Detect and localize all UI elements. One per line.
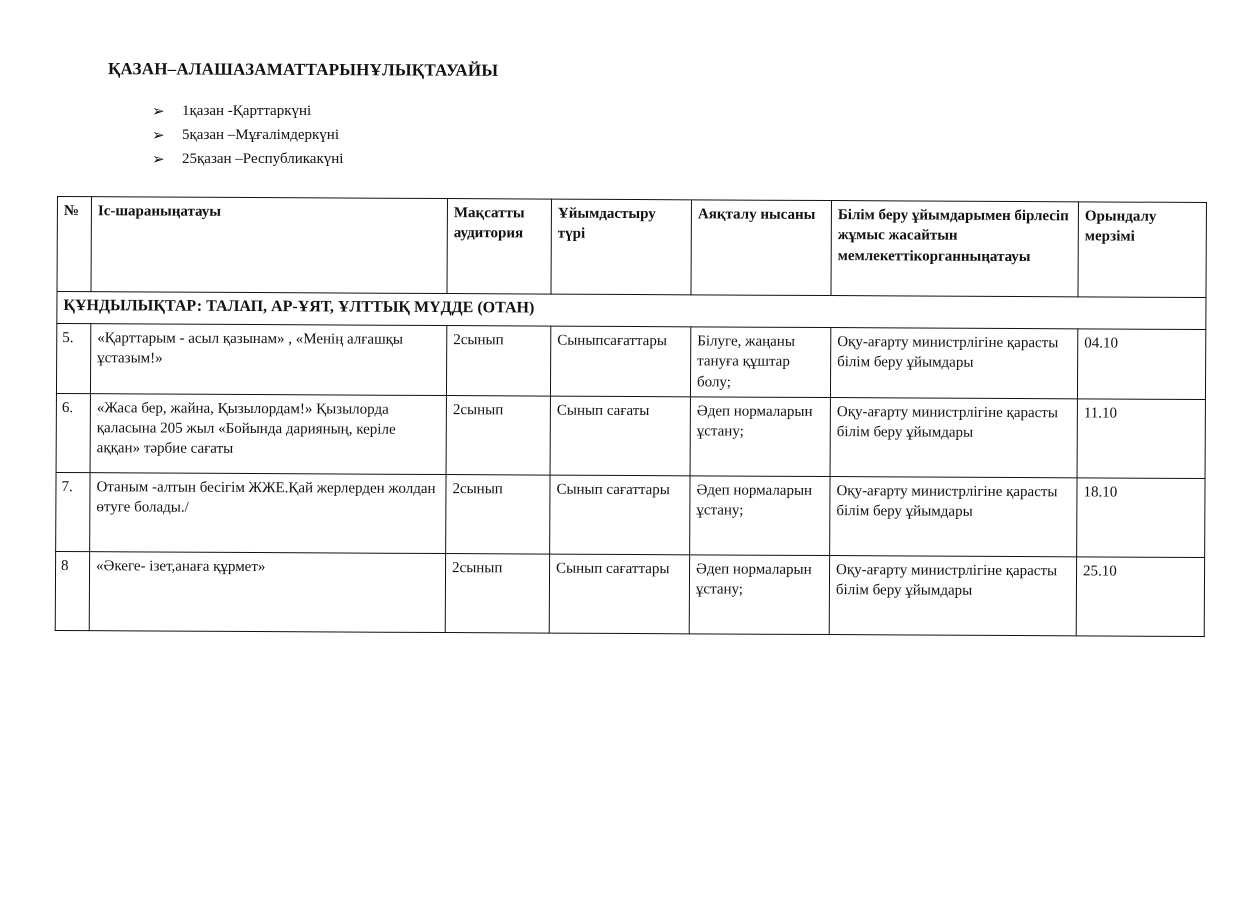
events-table-wrapper <box>55 196 1206 637</box>
table-row <box>56 472 1205 557</box>
cell-deadline: 18.10 <box>1077 478 1205 558</box>
cell-audience: 2сынып <box>446 326 550 396</box>
table-row <box>56 324 1205 400</box>
holiday-text: 5қазан –Мұғалімдеркүні <box>182 126 340 143</box>
cell-partner: Оқу-ағарту министрлігіне қарасты білім беру ұйымдары <box>830 328 1077 399</box>
cell-event: «Қарттарым - асыл қазынам» , «Менің алғашқы ұстазым!» <box>90 324 446 396</box>
cell-completion: Әдеп нормаларын ұстану; <box>689 555 829 635</box>
cell-audience: 2сынып <box>446 474 550 554</box>
cell-num: 6. <box>56 393 90 472</box>
cell-deadline: 11.10 <box>1077 399 1205 479</box>
header-audience: Мақсатты аудитория <box>447 199 551 295</box>
holiday-text: 25қазан –Республикакүні <box>182 150 344 167</box>
table-header-row <box>57 197 1206 298</box>
list-item <box>152 148 343 170</box>
header-deadline: Орындалу мерзімі <box>1078 202 1206 298</box>
cell-event: Отаным -алтын бесігім ЖЖЕ.Қай жерлерден жолдан өтуге болады./ <box>90 472 446 553</box>
list-item <box>152 100 343 122</box>
cell-deadline: 25.10 <box>1076 557 1204 637</box>
cell-partner: Оқу-ағарту министрлігіне қарасты білім беру ұйымдары <box>830 397 1077 477</box>
list-item <box>152 124 343 146</box>
cell-audience: 2сынып <box>446 395 550 475</box>
page-title: ҚАЗАН–АЛАШАЗАМАТТАРЫНҰЛЫҚТАУАЙЫ <box>107 59 499 80</box>
cell-event: «Жаса бер, жайна, Қызылордам!» Қызылорда қаласына 205 жыл «Бойында дарияның, керіле аққан» тәрбие сағаты <box>90 393 446 474</box>
cell-deadline: 04.10 <box>1077 329 1205 399</box>
table-row <box>56 393 1205 478</box>
cell-event: «Әкеге- ізет,анаға құрмет» <box>89 551 445 632</box>
arrow-bullet-icon: ➢ <box>152 151 165 168</box>
cell-num: 7. <box>56 472 90 551</box>
section-title: ҚҰНДЫЛЫҚТАР: ТАЛАП, АР-ҰЯТ, ҰЛТТЫҚ МҮДДЕ (ОТАН) <box>57 292 1206 330</box>
cell-form: Сынып сағаттары <box>549 554 689 634</box>
cell-num: 5. <box>56 324 90 394</box>
holiday-list <box>152 100 343 172</box>
header-event: Іс-шараныңатауы <box>91 197 447 294</box>
cell-audience: 2сынып <box>445 553 549 633</box>
cell-form: Сыныпсағаттары <box>550 326 690 396</box>
header-num: № <box>57 197 91 292</box>
header-form: Ұйымдастыру түрі <box>551 199 691 295</box>
cell-completion: Әдеп нормаларын ұстану; <box>690 476 830 556</box>
arrow-bullet-icon: ➢ <box>152 127 165 144</box>
cell-partner: Оқу-ағарту министрлігіне қарасты білім беру ұйымдары <box>830 476 1077 556</box>
events-table <box>55 196 1207 637</box>
holiday-text: 1қазан -Қарттаркүні <box>182 102 312 119</box>
cell-completion: Әдеп нормаларын ұстану; <box>690 397 830 477</box>
cell-form: Сынып сағаты <box>550 396 690 476</box>
cell-completion: Білуге, жаңаны тануға құштар болу; <box>690 327 830 397</box>
header-partner: Білім беру ұйымдарымен бірлесіп жұмыс жасайтын мемлекеттікорганныңатауы <box>831 201 1078 297</box>
arrow-bullet-icon: ➢ <box>152 103 165 120</box>
cell-form: Сынып сағаттары <box>550 475 690 555</box>
cell-partner: Оқу-ағарту министрлігіне қарасты білім беру ұйымдары <box>829 555 1076 635</box>
cell-num: 8 <box>55 551 89 630</box>
header-completion: Аяқталу нысаны <box>691 200 831 296</box>
table-row <box>55 551 1204 636</box>
